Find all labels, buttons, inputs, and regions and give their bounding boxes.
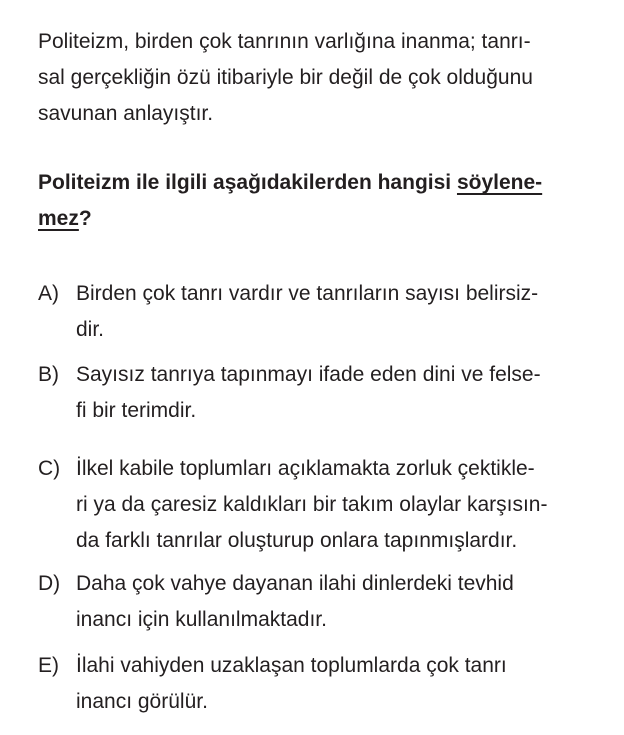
question-stem-text: Politeizm ile ilgili aşağıdakilerden hangisi — [38, 171, 457, 194]
passage-line: savunan anlayıştır. — [38, 102, 214, 125]
option-text — [76, 276, 588, 348]
option-letter: A) — [38, 282, 59, 305]
passage-line: Politeizm, birden çok tanrının varlığına inanma; tanrı- — [38, 30, 531, 53]
option-text-line: Sayısız tanrıya tapınmayı ifade eden dini ve felse- — [76, 363, 541, 386]
option-text-line: inancı için kullanılmaktadır. — [76, 608, 327, 631]
question-stem-line — [38, 165, 590, 201]
option-text-line: Birden çok tanrı vardır ve tanrıların sayısı belirsiz- — [76, 282, 539, 305]
option-text-line: ri ya da çaresiz kaldıkları bir takım olaylar karşısın- — [76, 493, 548, 516]
question-mark: ? — [78, 207, 92, 230]
option-text-line: İlkel kabile toplumları açıklamakta zorluk çektikle- — [76, 457, 535, 480]
option-text — [76, 648, 588, 720]
question-stem — [38, 165, 590, 237]
option-letter: D) — [38, 572, 61, 595]
option-text-line: fi bir terimdir. — [76, 399, 197, 422]
option-text — [76, 357, 588, 429]
question-negation-underlined: söylene- — [456, 171, 543, 194]
option-text-line: da farklı tanrılar oluşturup onlara tapınmışlardır. — [76, 529, 518, 552]
option-letter: C) — [38, 457, 61, 480]
question-passage — [38, 24, 590, 132]
option-letter: B) — [38, 363, 59, 386]
option-text-line: İlahi vahiyden uzaklaşan toplumlarda çok tanrı — [76, 654, 507, 677]
question-negation-underlined: mez — [38, 207, 79, 230]
question-stem-line — [38, 201, 590, 237]
option-text — [76, 566, 588, 638]
option-text — [76, 451, 588, 559]
option-text-line: dir. — [76, 318, 105, 341]
option-text-line: Daha çok vahye dayanan ilahi dinlerdeki tevhid — [76, 572, 514, 595]
option-text-line: inancı görülür. — [76, 690, 208, 713]
option-letter: E) — [38, 654, 59, 677]
passage-line: sal gerçekliğin özü itibariyle bir değil de çok olduğunu — [38, 66, 533, 89]
